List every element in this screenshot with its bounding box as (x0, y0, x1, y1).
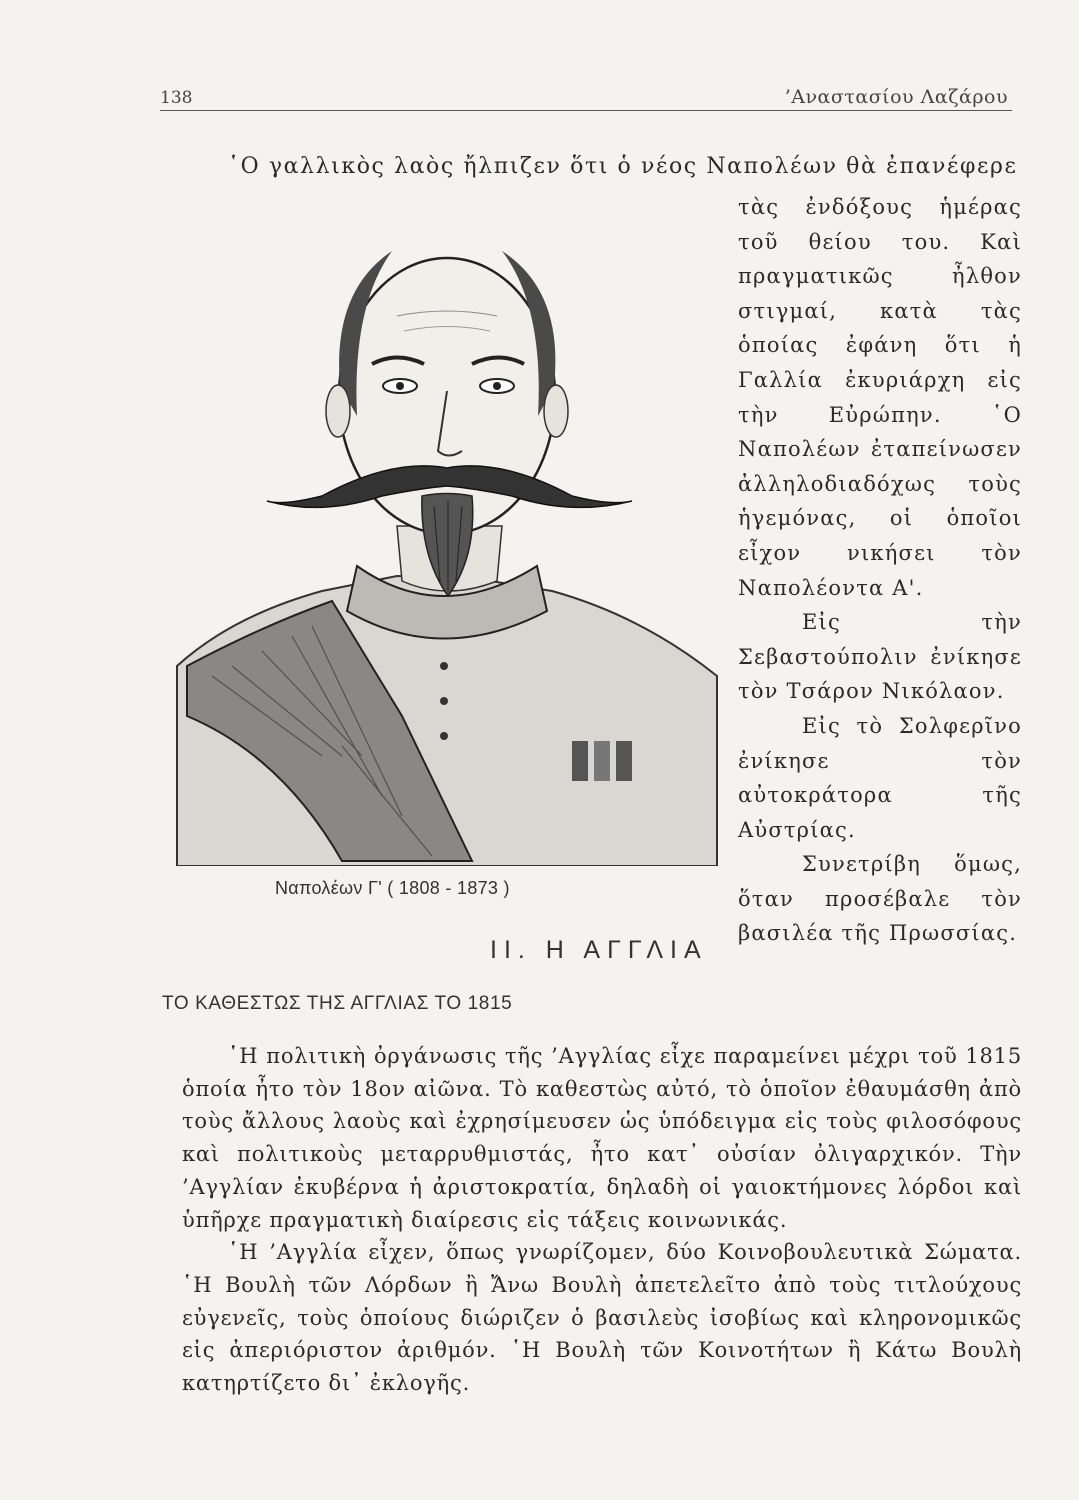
intro-side-column (738, 190, 1022, 951)
intro-paragraph: Εἰς τὸ Σολφερῖνο ἐνίκησε τὸν αὐτοκράτορα τῆς Αὐστρίας. (738, 713, 1022, 842)
intro-paragraph: Εἰς τὴν Σεβαστούπολιν ἐνίκησε τὸν Τσάρον Νικόλαον. (738, 610, 1022, 704)
figure-caption: Ναπολέων Γ' ( 1808 - 1873 ) (275, 878, 510, 898)
running-header (160, 80, 1012, 111)
intro-paragraph: τὰς ἐνδόξους ἡμέρας τοῦ θείου του. Καὶ πραγματικῶς ἦλθον στιγμαί, κατὰ τὰς ὁποίας ἐφάνη ὅτι ἡ Γαλλία ἐκυριάρχη εἰς τὴν Εὐρώπην. ῾Ο Ναπολέων ἐταπείνωσεν ἀλληλοδιαδόχως τοὺς ἡγεμόνας, οἱ ὁποῖοι εἶχον νικήσει τὸν Ναπολέοντα Α'. (738, 195, 1022, 600)
section-heading: ΙΙ. Η ΑΓΓΛΙΑ (490, 936, 708, 964)
intro-first-line: ῾Ο γαλλικὸς λαὸς ἤλπιζεν ὅτι ὁ νέος Ναπολέων θὰ ἐπανέφερε (228, 154, 1018, 179)
portrait-engraving-icon (172, 196, 727, 866)
body-paragraph: ῾Η ’Αγγλία εἶχεν, ὅπως γνωρίζομεν, δύο Κοινοβουλευτικὰ Σώματα. ῾Η Βουλὴ τῶν Λόρδων ἢ Ἄνω Βουλὴ ἀπετελεῖτο ἀπὸ τοὺς τιτλούχους εὐγενεῖς, τοὺς ὁποίους διώριζεν ὁ βασιλεὺς ἰσοβίως καὶ κληρονομικῶς εἰς ἀπεριόριστον ἀριθμόν. ῾Η Βουλὴ τῶν Κοινοτήτων ἢ Κάτω Βουλὴ κατηρτίζετο δι᾽ ἐκλογῆς. (182, 1240, 1022, 1396)
page-number: 138 (160, 88, 193, 108)
section-body (182, 1040, 1022, 1400)
body-paragraph: ῾Η πολιτικὴ ὀργάνωσις τῆς ’Αγγλίας εἶχε παραμείνει μέχρι τοῦ 1815 ὁποία ἦτο τὸν 18ον αἰῶνα. Τὸ καθεστὼς αὐτό, τὸ ὁποῖον ἐθαυμάσθη ἀπὸ τοὺς ἄλλους λαοὺς καὶ ἐχρησίμευσεν ὡς ὑπόδειγμα εἰς τοὺς φιλοσόφους καὶ πολιτικοὺς μεταρρυθμιστάς, ἦτο κατ᾽ οὐσίαν ὀλιγαρχικόν. Τὴν ’Αγγλίαν ἐκυβέρνα ἡ ἀριστοκρατία, δηλαδὴ οἱ γαιοκτήμονες λόρδοι καὶ ὑπῆρχε πραγματικὴ διαίρεσις εἰς τάξεις κοινωνικάς. (182, 1044, 1022, 1232)
section-subheading: ΤΟ ΚΑΘΕΣΤΩΣ ΤΗΣ ΑΓΓΛΙΑΣ ΤΟ 1815 (162, 993, 513, 1014)
running-title: ’Αναστασίου Λαζάρου (784, 86, 1008, 108)
intro-paragraph: Συνετρίβη ὅμως, ὅταν προσέβαλε τὸν βασιλέα τῆς Πρωσσίας. (738, 852, 1022, 946)
